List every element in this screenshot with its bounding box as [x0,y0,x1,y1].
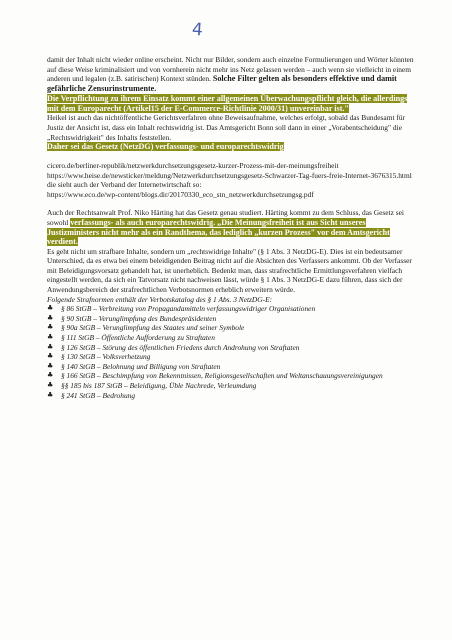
spacer [47,199,417,208]
link-eco: https://www.eco.de/wp-content/blogs.dir/20170330_eco_stn_netzwerkdurchsetzungsg.pdf [47,189,314,199]
list-item: ♣ § 90 StGB – Verunglimpfung des Bundespräsidenten [47,313,217,323]
link-cicero: cicero.de/berliner-republik/netzwerkdurchsetzungsgesetz-kurzer-Prozess-mit-der-meinungsfreiheit [47,160,339,170]
spacer [47,152,417,161]
list-item: ♣ § 86 StGB – Verbreitung von Propagandamitteln verfassungswidriger Organisationen [47,304,316,314]
document-body [47,55,417,400]
paragraph-filters-bold: Solche Filter gelten als besonders effektive und damit gefährliche Zensurinstrumente. [47,74,397,93]
list-item: ♣ § 140 StGB – Belohnung und Billigung von Straftaten [47,361,221,371]
list-item: ♣ § 130 StGB – Volksverhetzung [47,352,151,362]
club-bullet-icon: ♣ [47,381,54,390]
list-intro: Folgende Strafnormen enthält der Verbotskatalog des § 1 Abs. 3 NetzDG-E: [47,294,273,304]
list-item: ♣ § 241 StGB – Bedrohung [47,390,136,400]
link-heise: https://www.heise.de/newsticker/meldung/Netzwerkdurchsetzungsgesetz-Schwarzer-Tag-fuers-freie-Internet-3676315.html [47,170,412,180]
paragraph-haerting [47,208,417,246]
club-bullet-icon: ♣ [47,342,54,351]
club-bullet-icon: ♣ [47,361,54,370]
list-item: ♣ § 126 StGB – Störung des öffentlichen Friedens durch Androhung von Straftaten [47,342,300,352]
list-item: ♣ § 166 StGB – Beschimpfung von Bekenntnissen, Religionsgesellschaften und Weltanschauungsvereinigungen [47,371,383,381]
handwritten-page-number: 4 [191,19,204,41]
club-bullet-icon: ♣ [47,333,54,342]
note-eco: die sieht auch der Verband der Internetwirtschaft so: [47,180,202,190]
highlight-haerting: verfassungs- als auch europarechtswidrig. „Die Meinungsfreiheit ist aus Sicht unseres Justizministers nicht mehr als ein Randthema, das lediglich „kurzen Prozess" vor dem Amtsgericht verdient. [47,217,390,247]
paragraph-haerting-text: Auch der Rechtsanwalt Prof. Niko Härting hat das Gesetz genau studiert. Härting kommt zu dem Schluss, das Gesetz sei sowohl [47,208,404,227]
paragraph-monitoring-duty [47,94,417,114]
highlight-monitoring-duty: Die Verpflichtung zu ihrem Einsatz kommt einer allgemeinen Überwachungspflicht gleich, die allerdings mit dem Europarecht (Artikel15 der E-Commerce-Richtlinie 2000/31) unvereinbar ist." [47,93,408,113]
criminal-norms-list [47,304,417,400]
club-bullet-icon: ♣ [47,304,54,313]
club-bullet-icon: ♣ [47,371,54,380]
paragraph-court-procedure: Heikel ist auch das nichtöffentliche Gerichtsverfahren ohne Beweisaufnahme, welches erfolgt, sobald das Bundesamt für Justiz der Ansicht ist, dass ein Inhalt rechtswidrig ist. Das Amtsgericht Bonn soll dann in einer „Vorabentscheidung" die „Rechtswidrigkeit" des Inhalts feststellen. [47,113,405,142]
list-item: ♣ §§ 185 bis 187 StGB – Beleidigung, Üble Nachrede, Verleumdung [47,381,257,391]
paragraph-filters [47,55,417,94]
club-bullet-icon: ♣ [47,352,54,361]
highlight-conclusion: Daher sei das Gesetz (NetzDG) verfassungs- und europarechtswidrig [47,142,284,152]
paragraph-filters-text: damit der Inhalt nicht wieder online erscheint. Nicht nur Bilder, sondern auch einzelne Formulierungen und Wörter könnten auf diese Weise kriminalisiert und von vornherein nicht mehr ins Netz gelassen werden – auch wenn sie vielleicht in einem anderen und legalen (z.B. satirischen) Kontext stünden. [47,55,414,84]
club-bullet-icon: ♣ [47,323,54,332]
club-bullet-icon: ♣ [47,390,54,399]
list-item: ♣ § 90a StGB – Verunglimpfung des Staates und seiner Symbole [47,323,245,333]
club-bullet-icon: ♣ [47,313,54,322]
paragraph-unlawful-content: Es geht nicht um strafbare Inhalte, sondern um „rechtswidrige Inhalte" (§ 1 Abs. 3 NetzDG-E). Dies ist ein bedeutsamer Unterschied, da es etwa bei einem beleidigenden Beitrag nicht auf die Absichten des Verfassers ankommt. Ob der Verfasser mit Beleidigungsvorsatz gehandelt hat, ist unerheblich. Bedenkt man, dass strafrechtliche Ermittlungsverfahren vielfach eingestellt werden, da sich ein Tatvorsatz nicht nachweisen lässt, würde § 1 Abs. 3 NetzDG-E dazu führen, dass sich der Anwendungsbereich der strafrechtlichen Verbotsnormen erheblich erweitern würde. [47,246,412,295]
list-item: ♣ § 111 StGB – Öffentliche Aufforderung zu Straftaten [47,333,215,343]
paragraph-conclusion [47,142,417,152]
